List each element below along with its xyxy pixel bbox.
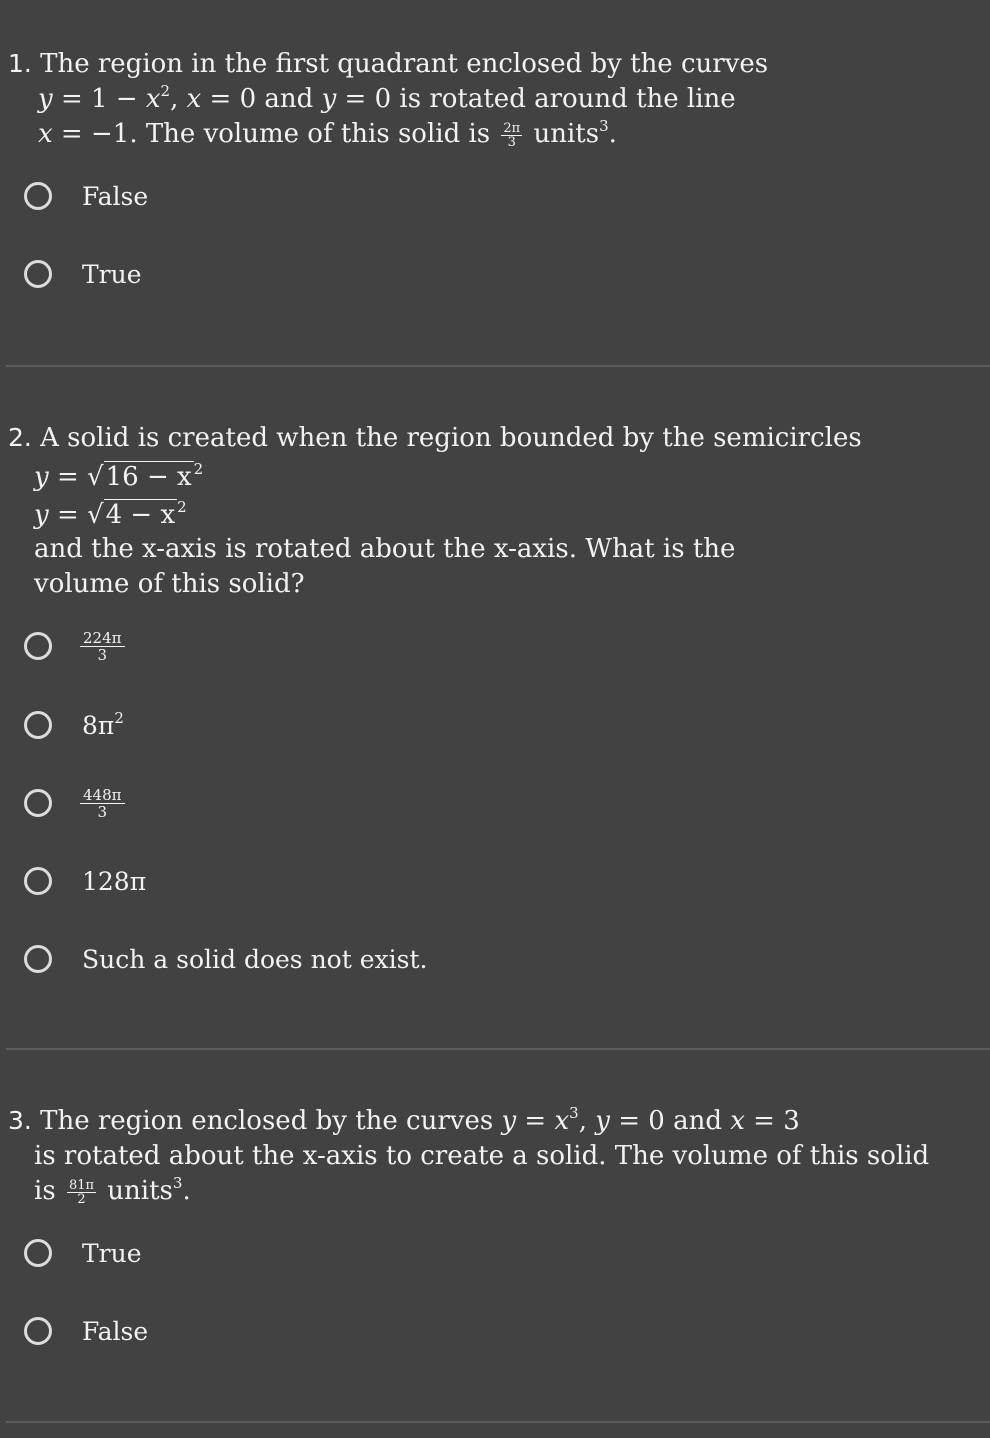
option-label: 128π (82, 866, 147, 896)
option-label: 224π 3 (80, 630, 125, 663)
question-1 (0, 0, 990, 366)
question-text-line: A solid is created when the region bounded by the semicircles (40, 423, 862, 453)
question-text-line: The region in the first quadrant enclosed by the curves (40, 49, 769, 79)
option-label: True (82, 1238, 142, 1268)
radio-button[interactable] (24, 182, 52, 210)
question-divider (6, 1421, 990, 1423)
option-true[interactable] (24, 1236, 142, 1270)
question-number: 1. (8, 49, 32, 78)
option-false[interactable] (24, 1314, 148, 1348)
option-true[interactable] (24, 257, 142, 291)
option-128pi[interactable] (24, 864, 146, 898)
radio-button[interactable] (24, 945, 52, 973)
question-3-text: 3. The region enclosed by the curves $y = x^3$, y = 0 and x = 3 is rotated about the x-axis to create a solid. The volume of this solid is $\frac{81\pi}{2}$ units$^3$. (8, 1104, 930, 1207)
option-label: Such a solid does not exist. (82, 944, 428, 974)
option-label: False (82, 181, 149, 211)
question-divider (6, 365, 990, 367)
radio-button[interactable] (24, 260, 52, 288)
radio-button[interactable] (24, 632, 52, 660)
radio-button[interactable] (24, 867, 52, 895)
question-number: 3. (8, 1106, 32, 1135)
question-2-text: 2. A solid is created when the region bounded by the semicircles y = √16 − x $^2$ y = √4 − x $^2$ and the x-axis is rotated about the x-axis. What is the volume of this solid? (8, 423, 862, 599)
radio-button[interactable] (24, 1239, 52, 1267)
option-label: True (82, 259, 142, 289)
option-224pi-over-3[interactable] (24, 629, 125, 663)
radio-button[interactable] (24, 711, 52, 739)
radio-button[interactable] (24, 1317, 52, 1345)
question-divider (6, 1048, 990, 1050)
option-label: 448π 3 (80, 787, 125, 820)
question-1-text: 1. The region in the first quadrant enclosed by the curves $y = 1 - x^2$, x = 0 and y = 0 is rotated around the line x = −1. The volume of this solid is $\frac{2\pi}{3}$ units$^3$. (8, 49, 769, 150)
option-does-not-exist[interactable] (24, 942, 427, 976)
option-false[interactable] (24, 179, 148, 213)
option-448pi-over-3[interactable] (24, 786, 125, 820)
fraction: $\frac{2\pi}{3}$ (503, 120, 521, 150)
option-label: $8\pi^2$ (82, 708, 124, 740)
fraction: $\frac{81\pi}{2}$ (68, 1177, 95, 1207)
question-number: 2. (8, 423, 32, 452)
option-8pi-squared[interactable] (24, 708, 124, 742)
option-label: False (82, 1316, 149, 1346)
radio-button[interactable] (24, 789, 52, 817)
